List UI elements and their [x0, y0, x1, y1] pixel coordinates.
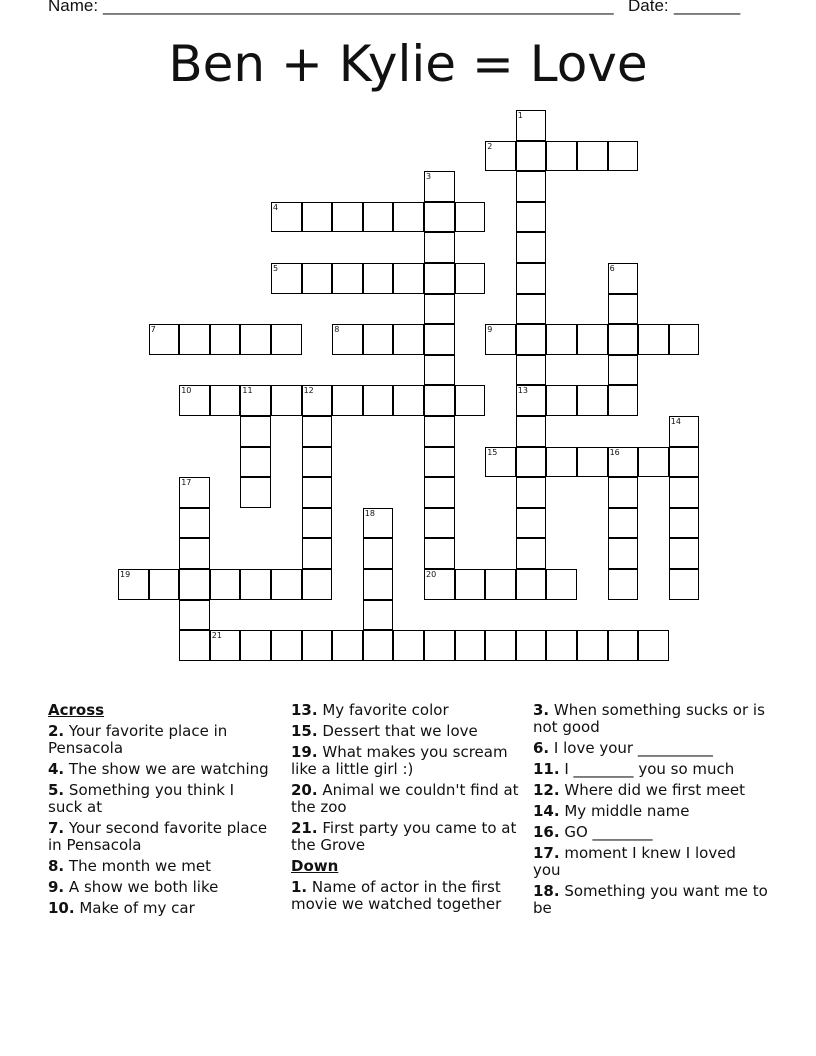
- clue-across-13: 13. My favorite color: [291, 701, 449, 719]
- grid-cell[interactable]: [546, 630, 577, 661]
- clue-number: 14: [670, 417, 681, 426]
- grid-cell[interactable]: [210, 385, 241, 416]
- clue-number: 7: [150, 325, 156, 335]
- grid-cell[interactable]: [393, 630, 424, 661]
- grid-cell[interactable]: [271, 385, 302, 416]
- clue-number: 13: [517, 386, 528, 396]
- grid-cell[interactable]: [424, 202, 455, 233]
- down-heading: Down: [291, 857, 339, 875]
- grid-cell[interactable]: [577, 630, 608, 661]
- grid-cell[interactable]: [485, 569, 516, 600]
- grid-cell[interactable]: [608, 355, 639, 386]
- grid-cell[interactable]: [455, 630, 486, 661]
- grid-cell[interactable]: [363, 538, 394, 569]
- grid-cell[interactable]: [302, 416, 333, 447]
- grid-cell[interactable]: [516, 294, 547, 325]
- clue-number: 12: [303, 386, 314, 396]
- grid-cell[interactable]: [149, 569, 180, 600]
- clue-down-11: 11. I ________ you so much: [533, 760, 735, 778]
- across-heading: Across: [48, 701, 105, 719]
- clue-down-6: 6. I love your __________: [533, 739, 713, 757]
- grid-cell[interactable]: [669, 508, 700, 539]
- clue-number: 10: [181, 386, 192, 396]
- clue-down-1: 1. Name of actor in the first movie we watched together: [291, 878, 502, 913]
- clue-across-7: 7. Your second favorite place in Pensacola: [48, 819, 268, 854]
- clues-column-2: [291, 702, 523, 917]
- grid-cell[interactable]: [363, 385, 394, 416]
- clue-across-20: 20. Animal we couldn't find at the zoo: [291, 781, 519, 816]
- date-field[interactable]: _______: [674, 0, 741, 15]
- grid-cell[interactable]: [179, 324, 210, 355]
- grid-cell[interactable]: [669, 569, 700, 600]
- grid-cell[interactable]: [516, 477, 547, 508]
- grid-cell[interactable]: [546, 324, 577, 355]
- grid-cell[interactable]: [608, 630, 639, 661]
- clue-number: 19: [120, 570, 131, 579]
- grid-cell[interactable]: [577, 141, 608, 172]
- grid-cell[interactable]: [424, 508, 455, 539]
- grid-cell[interactable]: [424, 538, 455, 569]
- grid-cell[interactable]: [363, 569, 394, 600]
- name-field[interactable]: ______________________________________________________: [103, 0, 614, 15]
- clue-across-5: 5. Something you think I suck at: [48, 781, 235, 816]
- clue-down-14: 14. My middle name: [533, 802, 690, 820]
- grid-cell[interactable]: [210, 569, 241, 600]
- grid-cell[interactable]: [424, 447, 455, 478]
- grid-cell[interactable]: [455, 385, 486, 416]
- clue-number: 18: [364, 508, 375, 518]
- name-label: Name:: [48, 0, 99, 15]
- grid-cell[interactable]: [516, 569, 547, 600]
- grid-cell[interactable]: [363, 630, 394, 661]
- grid-cell[interactable]: [271, 324, 302, 355]
- grid-cell[interactable]: [516, 263, 547, 294]
- grid-cell[interactable]: [516, 447, 547, 478]
- grid-cell[interactable]: [332, 263, 363, 294]
- grid-cell[interactable]: [424, 232, 455, 263]
- grid-cell[interactable]: [240, 477, 271, 508]
- grid-cell[interactable]: [516, 416, 547, 447]
- grid-cell[interactable]: [302, 569, 333, 600]
- clue-across-21: 21. First party you came to at the Grove: [291, 819, 517, 854]
- clue-number: 5: [273, 264, 279, 273]
- clue-number: 21: [211, 631, 222, 641]
- clue-across-8: 8. The month we met: [48, 857, 212, 875]
- grid-cell[interactable]: [516, 508, 547, 539]
- grid-cell[interactable]: [363, 202, 394, 233]
- clue-number: 3: [426, 172, 432, 182]
- grid-cell[interactable]: [210, 324, 241, 355]
- grid-cell[interactable]: [516, 538, 547, 569]
- grid-cell[interactable]: [302, 538, 333, 569]
- clue-number: 6: [609, 264, 615, 273]
- clue-down-16: 16. GO ________: [533, 823, 653, 841]
- grid-cell[interactable]: [546, 385, 577, 416]
- grid-cell[interactable]: [424, 630, 455, 661]
- clue-number: 11: [242, 386, 253, 396]
- grid-cell[interactable]: [577, 447, 608, 478]
- grid-cell[interactable]: [638, 324, 669, 355]
- grid-cell[interactable]: [302, 630, 333, 661]
- clue-down-17: 17. moment I knew I loved you: [533, 844, 736, 879]
- clue-down-12: 12. Where did we first meet: [533, 781, 746, 799]
- clue-number: 17: [181, 478, 192, 488]
- grid-cell[interactable]: [302, 263, 333, 294]
- grid-cell[interactable]: [393, 324, 424, 355]
- grid-cell[interactable]: [179, 630, 210, 661]
- grid-cell[interactable]: [393, 202, 424, 233]
- clue-number: 20: [426, 570, 437, 579]
- grid-cell[interactable]: [424, 355, 455, 386]
- clue-number: 8: [334, 325, 340, 335]
- grid-cell[interactable]: [638, 630, 669, 661]
- grid-cell[interactable]: [363, 263, 394, 294]
- grid-cell[interactable]: [669, 538, 700, 569]
- clue-across-10: 10. Make of my car: [48, 899, 195, 917]
- grid-cell[interactable]: [332, 202, 363, 233]
- clue-down-18: 18. Something you want me to be: [533, 882, 768, 917]
- grid-cell[interactable]: [546, 569, 577, 600]
- grid-cell[interactable]: [546, 141, 577, 172]
- clue-down-3: 3. When something sucks or is not good: [533, 701, 765, 736]
- grid-cell[interactable]: [608, 477, 639, 508]
- grid-cell[interactable]: [669, 324, 700, 355]
- grid-cell[interactable]: [332, 385, 363, 416]
- grid-cell[interactable]: [179, 508, 210, 539]
- grid-cell[interactable]: [179, 569, 210, 600]
- grid-cell[interactable]: [424, 477, 455, 508]
- grid-cell[interactable]: [240, 447, 271, 478]
- grid-cell[interactable]: [424, 416, 455, 447]
- grid-cell[interactable]: [393, 263, 424, 294]
- clue-across-19: 19. What makes you scream like a little girl :): [291, 743, 508, 778]
- clue-number: 1: [517, 111, 523, 120]
- grid-cell[interactable]: [608, 508, 639, 539]
- grid-cell[interactable]: [516, 141, 547, 172]
- grid-cell[interactable]: [271, 569, 302, 600]
- grid-cell[interactable]: [608, 538, 639, 569]
- grid-cell[interactable]: [608, 569, 639, 600]
- clue-number: 15: [487, 447, 498, 457]
- grid-cell[interactable]: [608, 324, 639, 355]
- grid-cell[interactable]: [302, 447, 333, 478]
- grid-cell[interactable]: [516, 324, 547, 355]
- grid-cell[interactable]: [485, 630, 516, 661]
- grid-cell[interactable]: [455, 202, 486, 233]
- clue-number: 4: [273, 202, 279, 212]
- grid-cell[interactable]: [240, 416, 271, 447]
- grid-cell[interactable]: [302, 477, 333, 508]
- grid-cell[interactable]: [424, 385, 455, 416]
- grid-cell[interactable]: [393, 385, 424, 416]
- grid-cell[interactable]: [516, 630, 547, 661]
- grid-cell[interactable]: [363, 600, 394, 631]
- clue-across-4: 4. The show we are watching: [48, 760, 269, 778]
- grid-cell[interactable]: [455, 569, 486, 600]
- grid-cell[interactable]: [546, 447, 577, 478]
- page-title: Ben + Kylie = Love: [168, 35, 648, 93]
- grid-cell[interactable]: [516, 171, 547, 202]
- grid-cell[interactable]: [608, 385, 639, 416]
- grid-cell[interactable]: [179, 600, 210, 631]
- clue-across-2: 2. Your favorite place in Pensacola: [48, 722, 228, 757]
- grid-cell[interactable]: [363, 324, 394, 355]
- grid-cell[interactable]: [240, 569, 271, 600]
- grid-cell[interactable]: [240, 630, 271, 661]
- clue-number: 16: [609, 447, 620, 457]
- grid-cell[interactable]: [516, 232, 547, 263]
- grid-cell[interactable]: [669, 447, 700, 478]
- date-label: Date:: [628, 0, 669, 15]
- grid-cell[interactable]: [577, 385, 608, 416]
- grid-cell[interactable]: [302, 508, 333, 539]
- grid-cell[interactable]: [179, 538, 210, 569]
- grid-cell[interactable]: [424, 324, 455, 355]
- grid-cell[interactable]: [638, 447, 669, 478]
- grid-cell[interactable]: [516, 202, 547, 233]
- grid-cell[interactable]: [271, 630, 302, 661]
- clue-number: 9: [487, 325, 493, 335]
- grid-cell[interactable]: [577, 324, 608, 355]
- grid-cell[interactable]: [608, 294, 639, 325]
- clue-across-9: 9. A show we both like: [48, 878, 219, 896]
- grid-cell[interactable]: [669, 477, 700, 508]
- grid-cell[interactable]: [424, 263, 455, 294]
- grid-cell[interactable]: [302, 202, 333, 233]
- grid-cell[interactable]: [608, 141, 639, 172]
- grid-cell[interactable]: [516, 355, 547, 386]
- clues-column-1: [48, 702, 273, 921]
- clue-number: 2: [487, 141, 493, 151]
- grid-cell[interactable]: [240, 324, 271, 355]
- clues-column-3: [533, 702, 768, 921]
- clue-across-15: 15. Dessert that we love: [291, 722, 478, 740]
- grid-cell[interactable]: [455, 263, 486, 294]
- grid-cell[interactable]: [332, 630, 363, 661]
- grid-cell[interactable]: [424, 294, 455, 325]
